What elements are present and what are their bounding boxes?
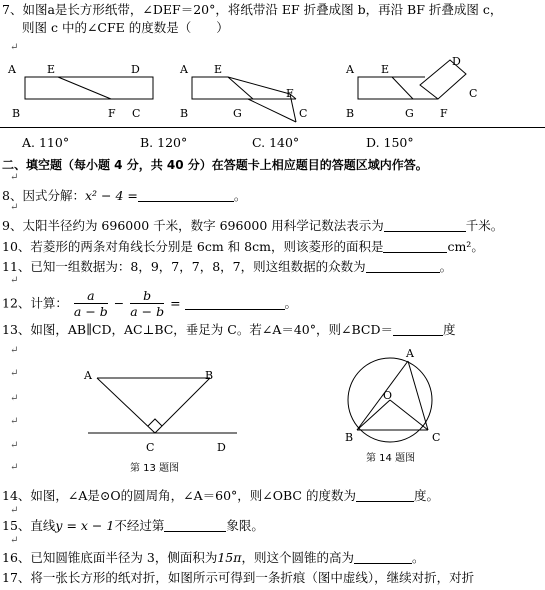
- q7-line2: 则图 c 中的∠CFE 的度数是（ ）: [22, 20, 229, 35]
- q15-answer-blank[interactable]: [164, 519, 226, 532]
- fig13-label-d: D: [217, 441, 226, 454]
- fig-c-label-d: D: [452, 55, 461, 68]
- q7-option-b: B. 120°: [140, 135, 188, 150]
- fig13-label-b: B: [205, 369, 214, 382]
- figure-13: [88, 378, 237, 433]
- q7-option-c: C. 140°: [252, 135, 300, 150]
- fig14-caption: 第 14 题图: [366, 453, 416, 464]
- return-mark: ↵: [10, 345, 19, 356]
- fig-c-label-a: A: [346, 63, 354, 76]
- q15: [2, 518, 264, 534]
- return-mark: ↵: [10, 42, 19, 53]
- fig14-label-c: C: [432, 431, 441, 444]
- q16-end: 。: [411, 550, 425, 565]
- fig-b-label-f: F: [286, 87, 294, 100]
- q8-prefix: 8、因式分解：: [2, 188, 85, 203]
- return-mark: ↵: [10, 440, 19, 451]
- q12-den1: a − b: [73, 304, 108, 319]
- q12-minus: −: [113, 295, 125, 311]
- fig-a-label-e: E: [47, 63, 56, 76]
- q15-suffix: 象限。: [226, 518, 264, 533]
- q12-num2: b: [130, 288, 164, 304]
- return-mark: ↵: [10, 368, 19, 379]
- fig-c-label-e: E: [381, 63, 390, 76]
- q16-suffix: ，则这个圆锥的高为: [241, 550, 354, 565]
- return-mark: ↵: [10, 393, 19, 404]
- q7-option-a: A. 110°: [22, 135, 70, 150]
- q14-suffix: 度。: [413, 488, 439, 503]
- q16-answer-blank[interactable]: [354, 551, 412, 564]
- q7-option-d: D. 150°: [366, 135, 414, 150]
- fig-c-label-c: C: [469, 87, 478, 100]
- q12-num1: a: [74, 288, 108, 304]
- fig-a-label-c: C: [132, 107, 141, 120]
- fig-b-label-c: C: [299, 107, 308, 120]
- q15-prefix: 15、直线: [2, 518, 56, 533]
- fig-c-label-b: B: [346, 107, 355, 120]
- fig13-label-c: C: [146, 441, 155, 454]
- return-mark: ↵: [10, 416, 19, 427]
- q8-suffix: 。: [233, 188, 247, 203]
- q10-text: 10、若菱形的两条对角线长分别是 6cm 和 8cm，则该菱形的面积是: [2, 239, 384, 254]
- q12-suffix: 。: [284, 295, 298, 311]
- q16: [2, 550, 425, 566]
- fig-a-label-b: B: [12, 107, 21, 120]
- fig13-caption: 第 13 题图: [130, 463, 180, 474]
- return-mark: ↵: [10, 202, 19, 213]
- fig14-label-b: B: [345, 431, 354, 444]
- q8-expr: x² − 4 =: [84, 188, 138, 203]
- fig-a-label-d: D: [131, 63, 140, 76]
- q9-text: 9、太阳半径约为 696000 千米，数字 696000 用科学记数法表示为: [2, 218, 384, 233]
- q7-line1: 7、如图a是长方形纸带，∠DEF＝20°，将纸带沿 EF 折叠成图 b，再沿 BF 折叠成图 c，: [2, 2, 503, 17]
- q16-expr: 15π: [217, 550, 242, 565]
- fig13-label-a: A: [84, 369, 92, 382]
- fig-b-label-e: E: [214, 63, 223, 76]
- section-heading: 二、填空题（每小题 4 分，共 40 分）在答题卡上相应题目的答题区域内作答。: [2, 158, 428, 172]
- fig-a-label-f: F: [108, 107, 116, 120]
- q11-text: 11、已知一组数据为：8，9，7，7，8，7，则这组数据的众数为: [2, 259, 366, 274]
- fig14-label-a: A: [406, 347, 414, 360]
- q15-expr: y = x − 1: [55, 518, 115, 533]
- q16-prefix: 16、已知圆锥底面半径为 3，侧面积为: [2, 550, 218, 565]
- q9-suffix: 千米。: [465, 218, 504, 233]
- q14: [2, 488, 439, 504]
- return-mark: ↵: [10, 172, 19, 183]
- q15-mid: 不经过第: [114, 518, 165, 533]
- fig-b-label-g: G: [233, 107, 242, 120]
- fig-a-label-a: A: [8, 63, 16, 76]
- return-mark: ↵: [10, 505, 19, 516]
- fig-c-label-g: G: [405, 107, 414, 120]
- return-mark: ↵: [10, 275, 19, 286]
- q13-text: 13、如图，AB∥CD，AC⊥BC，垂足为 C。若∠A＝40°，则∠BCD＝: [2, 322, 393, 337]
- fig-b-label-b: B: [180, 107, 189, 120]
- q12-prefix: 12、计算：: [2, 295, 68, 311]
- fig14-label-o: O: [383, 389, 393, 402]
- fig-c-label-f: F: [440, 107, 448, 120]
- q10-suffix: cm²。: [447, 239, 484, 254]
- q11-suffix: 。: [439, 259, 453, 274]
- return-mark: ↵: [10, 462, 19, 473]
- q14-text: 14、如图，∠A是⊙O的圆周角，∠A＝60°，则∠OBC 的度数为: [2, 488, 356, 503]
- fig-b-label-a: A: [180, 63, 188, 76]
- q17: 17、将一张长方形的纸对折，如图所示可得到一条折痕（图中虚线），继续对折，对折: [2, 570, 475, 585]
- return-mark: ↵: [10, 535, 19, 546]
- q13-suffix: 度: [442, 322, 456, 337]
- q14-answer-blank[interactable]: [356, 489, 414, 502]
- q12-den2: a − b: [130, 304, 165, 319]
- q12-equals: =: [170, 295, 181, 311]
